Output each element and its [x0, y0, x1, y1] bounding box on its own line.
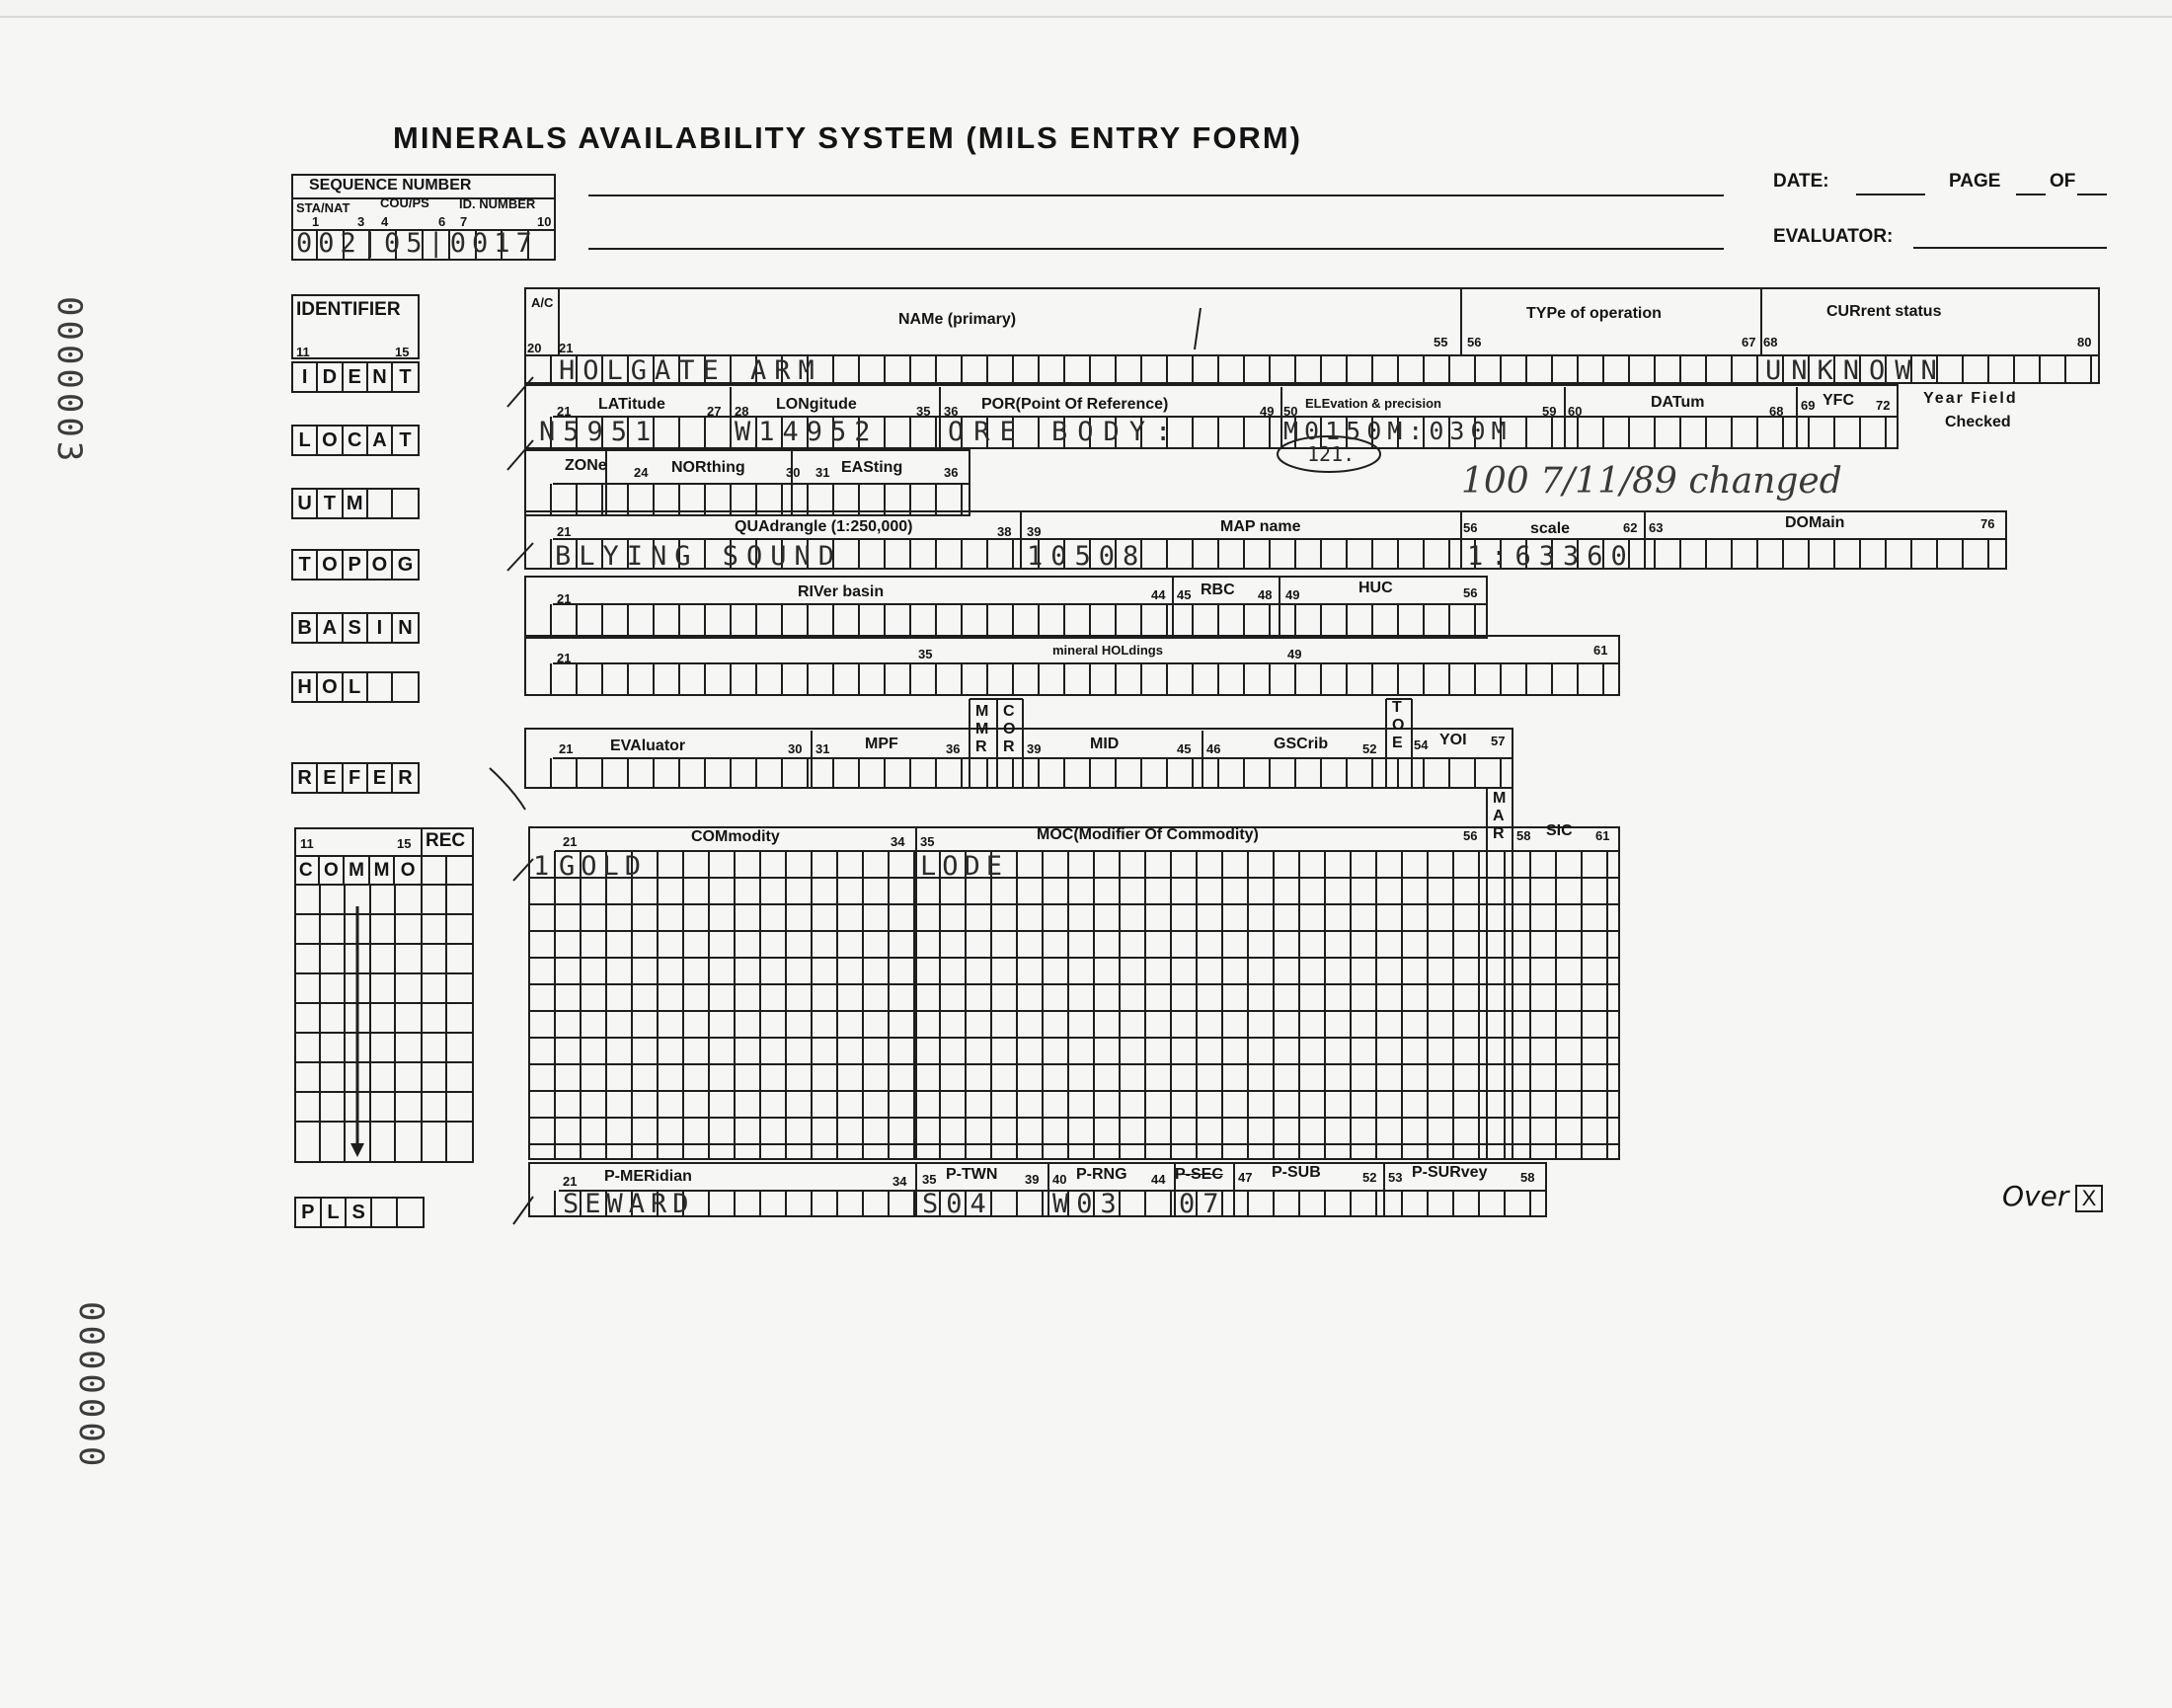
ident-n56: 56 [1467, 335, 1482, 349]
psur-label: P-SURvey [1412, 1164, 1488, 1181]
pls-n34: 34 [892, 1174, 907, 1189]
prng-value[interactable]: W03 [1052, 1189, 1125, 1219]
lon-label: LONgitude [776, 396, 857, 413]
topog-n21: 21 [557, 524, 572, 539]
hol-n21: 21 [557, 651, 572, 665]
locat-n69: 69 [1801, 398, 1816, 413]
ident-n68: 68 [1763, 335, 1778, 349]
lat-value[interactable]: N5951 [539, 417, 659, 447]
ele-label: ELEvation & precision [1305, 396, 1441, 411]
rec-label: REC [426, 830, 466, 851]
hol-n61: 61 [1593, 643, 1608, 658]
basin-n48: 48 [1258, 587, 1273, 602]
mid-label: MID [1090, 736, 1120, 752]
date-label: DATE: [1773, 171, 1829, 192]
over-checkbox[interactable]: X [2075, 1185, 2103, 1212]
qua-label: QUAdrangle (1:250,000) [735, 518, 913, 535]
identifier-n15: 15 [395, 345, 410, 359]
form-title: MINERALS AVAILABILITY SYSTEM (MILS ENTRY FORM) [393, 120, 1302, 155]
commo-n35: 35 [920, 834, 935, 849]
col-4: 4 [381, 214, 389, 229]
north-label: NORthing [671, 459, 745, 476]
psub-label: P-SUB [1272, 1164, 1321, 1181]
zone-label: ZONe [565, 457, 607, 474]
locat-n21: 21 [557, 404, 572, 419]
locat-n27: 27 [707, 404, 722, 419]
cor-label: COR [1003, 703, 1016, 755]
refer-n36: 36 [946, 741, 961, 756]
of-label: OF [2050, 171, 2076, 192]
basin-label: B A S I N [291, 612, 420, 644]
commo-n15: 15 [397, 836, 412, 851]
col-7: 7 [460, 214, 468, 229]
ident-label: I D E N T [291, 361, 420, 393]
commo-n56: 56 [1463, 828, 1478, 843]
basin-n21: 21 [557, 591, 572, 606]
sic-label: SIC [1546, 822, 1573, 839]
commo-n21: 21 [563, 834, 578, 849]
pmer-label: P-MERidian [604, 1168, 692, 1185]
name-label: NAMe (primary) [898, 311, 1017, 328]
riv-label: RIVer basin [798, 583, 885, 600]
pls-n39: 39 [1025, 1172, 1040, 1187]
pls-n47: 47 [1238, 1170, 1253, 1185]
lon-value[interactable]: W14952 [735, 417, 879, 447]
rec-value[interactable]: 1 [533, 851, 550, 882]
eva-label: EVAluator [610, 738, 686, 754]
moc-value[interactable]: LODE [920, 851, 1009, 882]
pls-n44: 44 [1151, 1172, 1166, 1187]
pls-n53: 53 [1388, 1170, 1403, 1185]
scale-value[interactable]: 1:63360 [1467, 541, 1635, 572]
commo-n58: 58 [1516, 828, 1531, 843]
utm-label: U T M [291, 488, 420, 519]
refer-n31: 31 [815, 741, 830, 756]
moc-label: MOC(Modifier Of Commodity) [1037, 826, 1259, 843]
psec-label: P-SEC [1175, 1166, 1223, 1183]
huc-label: HUC [1358, 580, 1393, 596]
sequence-number-label: SEQUENCE NUMBER [309, 177, 472, 194]
identifier-n11: 11 [296, 345, 310, 359]
ident-n67: 67 [1742, 335, 1756, 349]
commo-n34: 34 [891, 834, 905, 849]
utm-n24: 24 [634, 465, 649, 480]
refer-n30: 30 [788, 741, 803, 756]
commo-n61: 61 [1595, 828, 1610, 843]
refer-n52: 52 [1362, 741, 1377, 756]
pls-n58: 58 [1520, 1170, 1535, 1185]
locat-n50: 50 [1283, 404, 1298, 419]
locat-n60: 60 [1568, 404, 1583, 419]
hol-n49: 49 [1287, 647, 1302, 661]
commo-label: C O M M O [294, 857, 421, 885]
refer-n39: 39 [1027, 741, 1042, 756]
pls-n40: 40 [1052, 1172, 1067, 1187]
sequence-value[interactable]: 002|05|0017 [296, 228, 538, 259]
utm-n36: 36 [944, 465, 959, 480]
topog-n62: 62 [1623, 520, 1638, 535]
locat-n68: 68 [1769, 404, 1784, 419]
basin-n56: 56 [1463, 585, 1478, 600]
cur-label: CURrent status [1826, 303, 1942, 320]
locat-n72: 72 [1876, 398, 1891, 413]
cur-value[interactable]: UNKNOWN [1765, 355, 1947, 386]
col-10: 10 [537, 214, 552, 229]
hol-label-text: mineral HOLdings [1052, 643, 1163, 658]
col-1: 1 [312, 214, 320, 229]
locat-n35: 35 [916, 404, 931, 419]
topog-n56: 56 [1463, 520, 1478, 535]
ele-note: 121. [1307, 442, 1356, 466]
refer-n46: 46 [1206, 741, 1221, 756]
basin-n45: 45 [1177, 587, 1192, 602]
stamp-top: 0000003 [49, 296, 89, 466]
yoi-label: YOI [1439, 732, 1467, 748]
por-value[interactable]: ORE BODY: [948, 417, 1182, 447]
hol-label: H O L [291, 671, 420, 703]
year-field-label: Year Field [1923, 390, 2018, 407]
stamp-bottom: 0000000 [71, 1301, 111, 1471]
type-label: TYPe of operation [1526, 305, 1662, 322]
change-note: 100 7/11/89 changed [1461, 461, 1842, 502]
col-6: 6 [438, 214, 446, 229]
map-label: MAP name [1220, 518, 1301, 535]
pls-label: P L S [294, 1197, 425, 1228]
locat-n59: 59 [1542, 404, 1557, 419]
commo-n11: 11 [300, 836, 314, 851]
locat-n28: 28 [735, 404, 749, 419]
over-label: Over [2002, 1180, 2069, 1212]
topog-n39: 39 [1027, 524, 1042, 539]
evaluator-label: EVALUATOR: [1773, 226, 1894, 247]
mpf-label: MPF [865, 736, 898, 752]
id-number-label: ID. NUMBER [459, 196, 536, 211]
pmer-value[interactable]: SEWARD [563, 1189, 695, 1219]
utm-n31: 31 [815, 465, 830, 480]
topog-n38: 38 [997, 524, 1012, 539]
toe-label: TOE [1392, 699, 1405, 751]
pls-n21: 21 [563, 1174, 578, 1189]
cou-ps-label: COU/PS [380, 195, 429, 210]
ident-n80: 80 [2077, 335, 2092, 349]
com-label: COMmodity [691, 828, 780, 845]
psec-value[interactable]: 07 [1179, 1189, 1227, 1219]
locat-label: L O C A T [291, 425, 420, 456]
topog-label: T O P O G [291, 549, 420, 581]
locat-n49: 49 [1260, 404, 1275, 419]
col-3: 3 [357, 214, 365, 229]
lat-label: LATitude [598, 396, 665, 413]
ident-n20: 20 [527, 341, 542, 355]
dom-label: DOMain [1785, 514, 1845, 531]
pls-n52: 52 [1362, 1170, 1377, 1185]
refer-n21: 21 [559, 741, 574, 756]
utm-n30: 30 [786, 465, 801, 480]
page-label: PAGE [1949, 171, 2001, 192]
ident-n21: 21 [559, 341, 574, 355]
sta-nat-label: STA/NAT [296, 200, 350, 215]
refer-label: R E F E R [291, 762, 420, 794]
ptwn-label: P-TWN [946, 1166, 998, 1183]
mar-label: MAR [1493, 790, 1507, 842]
locat-n36: 36 [944, 404, 959, 419]
basin-n44: 44 [1151, 587, 1166, 602]
com-value[interactable]: GOLD [559, 851, 648, 882]
name-value[interactable]: HOLGATE ARM [559, 355, 822, 386]
yfc-label: YFC [1823, 392, 1854, 409]
mmr-label: MMR [975, 703, 989, 755]
scale-label: scale [1530, 520, 1571, 537]
refer-n54: 54 [1414, 738, 1429, 752]
east-label: EASting [841, 459, 903, 476]
ele-value[interactable]: M0150M:030M [1283, 417, 1513, 445]
topog-n76: 76 [1980, 516, 1995, 531]
ident-n55: 55 [1434, 335, 1448, 349]
ac-label: A/C [531, 295, 554, 310]
gsc-label: GSCrib [1274, 736, 1329, 752]
prng-label: P-RNG [1076, 1166, 1127, 1183]
pls-n35: 35 [922, 1172, 937, 1187]
ptwn-value[interactable]: S04 [922, 1189, 994, 1219]
refer-n57: 57 [1491, 734, 1506, 748]
identifier-label: IDENTIFIER [296, 299, 401, 320]
basin-n49: 49 [1285, 587, 1300, 602]
refer-n45: 45 [1177, 741, 1192, 756]
checked-label: Checked [1945, 414, 2011, 430]
dat-label: DATum [1651, 394, 1705, 411]
rbc-label: RBC [1201, 582, 1235, 598]
qua-value[interactable]: BLYING SOUND [555, 541, 843, 572]
por-label: POR(Point Of Reference) [981, 396, 1169, 413]
topog-n63: 63 [1649, 520, 1664, 535]
map-value[interactable]: 10508 [1027, 541, 1147, 572]
hol-n35: 35 [918, 647, 933, 661]
